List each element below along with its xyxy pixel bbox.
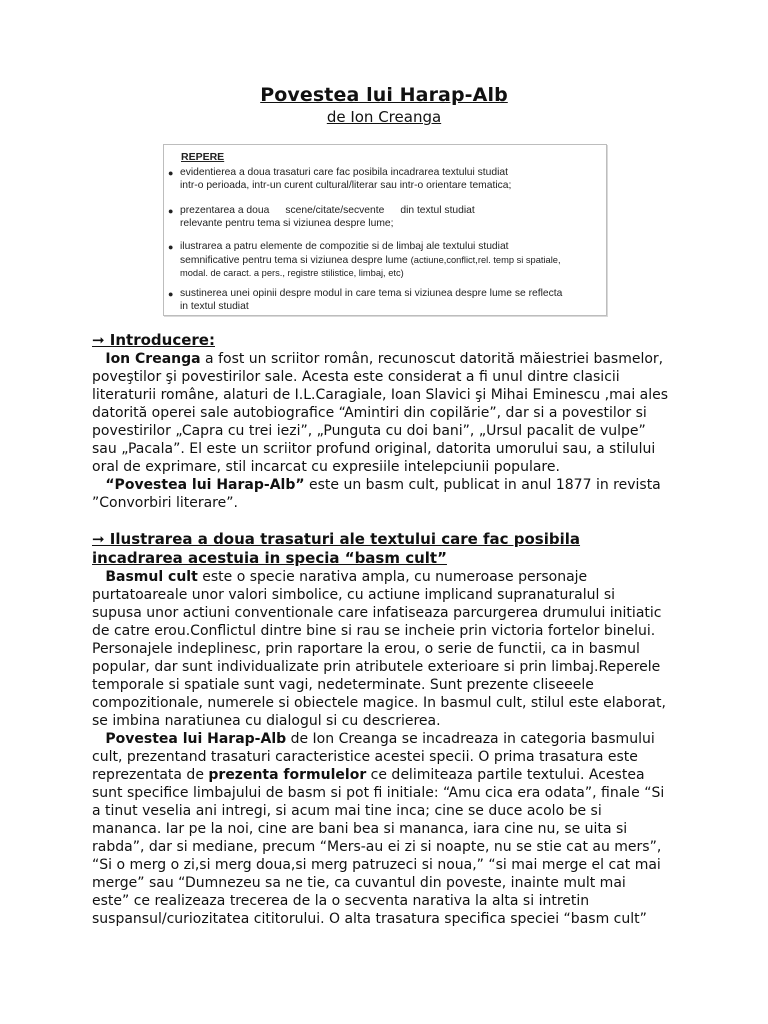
text-span: este un basm cult, publicat in anul 1877 in revista xyxy=(304,477,661,493)
paragraph-line: “Si o merg o zi,si merg doua,si merg patruzeci si noua,” “si mai merge el cat mai xyxy=(92,857,661,873)
paragraph-line: a tinut veselia ani intregi, si acum mai tine inca; cine se duce acolo be si xyxy=(92,803,602,819)
paragraph-line: merge” sau “Dumnezeu sa ne tie, ca cuvantul din poveste, inainte mult mai xyxy=(92,875,626,891)
bullet-icon: ● xyxy=(168,206,174,216)
bullet-icon: ● xyxy=(168,242,174,252)
section-heading-line: incadrarea acestuia in specia “basm cult” xyxy=(92,549,447,567)
paragraph-line: datorită operei sale autobiografice “Amintiri din copilărie”, dar si a povestilor si xyxy=(92,405,647,421)
paragraph-line: oral de exprimare, stil incarcat cu expresiile intelepciunii populare. xyxy=(92,459,560,475)
repere-line: in textul studiat xyxy=(180,300,249,312)
page-title: Povestea lui Harap-Alb xyxy=(260,84,508,106)
repere-heading: REPERE xyxy=(181,151,225,163)
text-span: este o specie narativa ampla, cu numeroase personaje xyxy=(197,569,588,585)
text-span: ce delimiteaza partile textului. Acestea xyxy=(366,767,645,783)
repere-item xyxy=(168,288,598,313)
paragraph-line xyxy=(92,350,676,368)
repere-line: semnificative pentru tema si viziunea despre lume xyxy=(180,254,408,266)
paragraph-line: cult, prezentand trasaturi caracteristice acestei specii. O prima trasatura este xyxy=(92,749,638,765)
repere-line: ilustrarea a patru elemente de compozitie si de limbaj ale textului studiat xyxy=(180,241,509,252)
repere-item xyxy=(168,167,598,192)
text-span: reprezentata de xyxy=(92,767,209,783)
repere-line: din textul studiat xyxy=(400,205,475,216)
text-span: a fost un scriitor român, recunoscut datorită măiestriei basmelor, xyxy=(200,351,664,367)
paragraph-line: temporale si spatiale sunt vagi, nedeterminate. Sunt prezente cliseeele xyxy=(92,677,594,693)
paragraph-line: mananca. Iar pe la noi, cine are bani bea si mananca, iara cine nu, se uita si xyxy=(92,821,628,837)
bold-author: Ion Creanga xyxy=(105,351,201,367)
paragraph-line: este” ce realizeaza trecerea de la o secventa narativa la alta si intretin xyxy=(92,893,590,909)
repere-line: prezentarea a doua xyxy=(180,205,270,216)
paragraph-line xyxy=(92,766,676,784)
paragraph-line xyxy=(92,730,676,748)
paragraph-line xyxy=(92,476,676,494)
bold-title: Povestea lui Harap-Alb xyxy=(105,731,287,747)
paragraph-line: supusa unor actiuni conventionale care infatiseaza parcurgerea drumului initiatic xyxy=(92,605,662,621)
bold-term: Basmul cult xyxy=(105,569,198,585)
paragraph-line xyxy=(92,568,676,586)
paragraph-line: popular, dar sunt individualizate prin atributele exterioare si prin limbaj.Reperele xyxy=(92,659,661,675)
paragraph-line: rabda”, dar si mediane, precum “Mers-au ei zi si noapte, nu se stie cat au mers”, xyxy=(92,839,662,855)
paragraph-line: se imbina naratiunea cu dialogul si cu descrierea. xyxy=(92,713,441,729)
repere-line: intr-o perioada, intr-un curent cultural/literar sau intr-o orientare tematica; xyxy=(180,179,512,191)
paragraph-line: purtatoareale unor valori simbolice, cu actiune implicand supranaturalul si xyxy=(92,587,615,603)
repere-line: relevante pentru tema si viziunea despre lume; xyxy=(180,217,394,229)
section-heading-introducere: ➞ Introducere: xyxy=(92,331,215,349)
bullet-icon: ● xyxy=(168,289,174,299)
paragraph-line: sunt specifice limbajului de basm si pot fi initiale: “Amu cica era odata”, finale “Si xyxy=(92,785,665,801)
repere-line: evidentierea a doua trasaturi care fac posibila incadrarea textului studiat xyxy=(180,167,508,178)
repere-line: sustinerea unei opinii despre modul in care tema si viziunea despre lume se reflecta xyxy=(180,288,563,299)
text-span: de Ion Creanga se incadreaza in categoria basmului xyxy=(286,731,655,747)
paragraph-line: literaturii române, alaturi de I.L.Caragiale, Ioan Slavici şi Mihai Eminescu ,mai ales xyxy=(92,387,669,403)
paragraph-line: compozitionale, numerele si obiectele magice. In basmul cult, stilul este elaborat, xyxy=(92,695,666,711)
repere-line: (actiune,conflict,rel. temp si spatiale, xyxy=(410,254,561,265)
page-subtitle: de Ion Creanga xyxy=(326,108,442,126)
bold-title: “Povestea lui Harap-Alb” xyxy=(105,477,305,493)
paragraph-line: poveştilor şi povestirilor sale. Acesta este considerat a fi unul dintre clasicii xyxy=(92,369,620,385)
paragraph-line: de catre erou.Conflictul dintre bine si rau se incheie prin victoria fortelor binelui. xyxy=(92,623,656,639)
repere-line: modal. de caract. a pers., registre stilistice, limbaj, etc) xyxy=(180,268,404,278)
paragraph-line: ”Convorbiri literare”. xyxy=(92,495,238,511)
repere-item xyxy=(168,241,598,280)
repere-item xyxy=(168,205,598,230)
bullet-icon: ● xyxy=(168,168,174,178)
paragraph-line: sau „Pacala”. El este un scriitor profund original, datorita umorului sau, a stilului xyxy=(92,441,656,457)
paragraph-line: Personajele indeplinesc, prin raportare la erou, o serie de functii, ca in basmul xyxy=(92,641,640,657)
paragraph-line: povestirilor „Capra cu trei iezi”, „Punguta cu doi bani”, „Ursul pacalit de vulpe” xyxy=(92,423,646,439)
bold-term: prezenta formulelor xyxy=(208,767,367,783)
repere-line: scene/citate/secvente xyxy=(285,205,385,216)
paragraph-line: suspansul/curiozitatea cititorului. O alta trasatura specifica speciei “basm cult” xyxy=(92,911,647,927)
section-heading-line: ➞ Ilustrarea a doua trasaturi ale textului care fac posibila xyxy=(92,530,581,548)
repere-box xyxy=(163,144,607,316)
